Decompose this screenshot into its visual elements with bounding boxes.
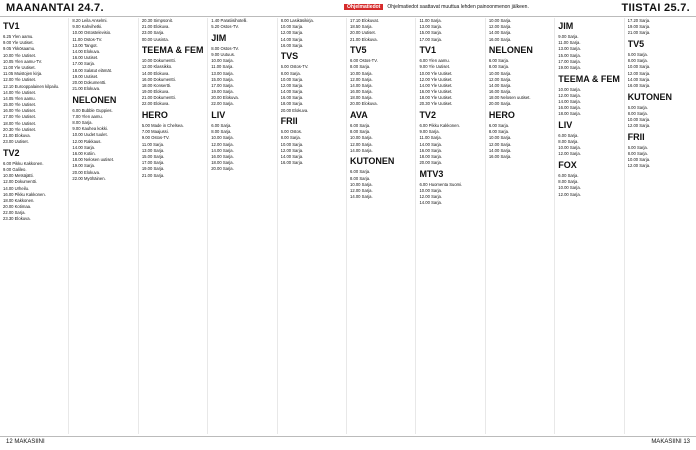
listing-columns — [3, 18, 693, 434]
program-entry: 11.00 Sarja. — [141, 141, 165, 147]
program-entry: 16.00 Sarja. — [280, 160, 304, 166]
program-entry: 18.00 Sarja. — [350, 95, 373, 101]
program-entry: 9.00 Yle Uutiset. — [419, 64, 451, 70]
program-entry: 20.00 Elokuva. — [280, 107, 309, 113]
channel-heading: KUTONEN — [627, 91, 672, 102]
program-entry: 12.00 Sarja. — [280, 30, 304, 36]
program-entry: 14.00 Elokuva. — [141, 70, 170, 76]
program-entry: 15.00 Sarja. — [211, 76, 234, 82]
program-entry: 21.00 Elokuva. — [72, 86, 101, 92]
program-entry: 14.00 Elokuva. — [72, 48, 101, 54]
program-entry: 12.00 Dokumentti. — [3, 179, 37, 185]
program-entry: 20.30 Yle Uutiset. — [419, 101, 453, 107]
program-entry: 15.00 Sarja. — [419, 30, 443, 36]
program-entry: 14.00 Sarja. — [488, 82, 512, 88]
program-entry: 10.00 Sarja. — [488, 18, 512, 23]
program-entry: 8.00 Sarja. — [488, 64, 510, 70]
channel-heading: TV2 — [419, 110, 436, 121]
program-entry: 12.00 Sarja. — [350, 141, 373, 147]
program-entry: 8.00 Sarja. — [350, 129, 371, 135]
program-entry: 6.00 Sarja. — [350, 123, 371, 129]
program-entry: 6.00 Sarja. — [627, 104, 648, 110]
program-entry: 19.00 Elokuva. — [141, 89, 170, 95]
program-entry: 7.00 Ylen aamu. — [72, 113, 103, 119]
program-entry: 11.00 Yle Uutiset. — [3, 64, 36, 70]
program-entry: 19.00 Uutiset. — [72, 73, 99, 79]
program-entry: 8.00 Sarja. — [72, 120, 93, 126]
program-entry: 9.00 Kahvihetki. — [72, 24, 103, 30]
channel-heading: TEEMA & FEM — [558, 73, 620, 84]
program-entry: 12.00 Rakkaus. — [72, 138, 102, 144]
program-entry: 16.00 Sarja. — [350, 89, 373, 95]
program-entry: 9.00 Yle Uutiset. — [3, 40, 34, 46]
program-entry: 8.00 Sarja. — [488, 129, 510, 135]
listing-column — [558, 18, 624, 434]
listing-column — [419, 18, 485, 434]
program-entry: 14.00 Sarja. — [627, 76, 651, 82]
program-entry: 14.00 Sarja. — [280, 154, 304, 159]
program-entry: 16.00 Yle Uutiset. — [3, 108, 36, 114]
program-entry: 12.00 Sarja. — [558, 191, 581, 197]
program-entry: 16.00 Sarja. — [488, 154, 512, 159]
program-entry: 10.05 Ylen aamu-TV. — [3, 58, 43, 64]
program-entry: 6.00 Sarja. — [350, 169, 371, 175]
channel-heading: FRII — [627, 131, 645, 142]
program-entry: 1.40 Paratiisihotelli. — [211, 18, 248, 23]
program-entry: 21.00 Elokuva. — [3, 133, 31, 138]
program-entry: 10.00 Sarja. — [558, 86, 581, 92]
program-entry: 9.00 Sarja. — [419, 129, 440, 135]
program-entry: 14.00 Sarja. — [350, 82, 373, 88]
program-entry: 16.00 Sarja. — [280, 95, 304, 101]
program-entry: 8.00 Sarja. — [558, 179, 579, 185]
program-entry: 10.00 Sarja. — [627, 64, 651, 70]
program-entry: 6.00 Sarja. — [558, 132, 579, 138]
program-entry: 14.00 Sarja. — [72, 144, 95, 150]
program-entry: 12.00 Sarja. — [280, 82, 304, 88]
program-entry: 11.05 Muistojen kirja. — [3, 71, 43, 77]
program-entry: 12.00 Sarja. — [488, 141, 512, 147]
program-entry: 10.00 Sarja. — [627, 116, 651, 122]
program-entry: 6.00 Huomenta Suomi. — [419, 181, 463, 187]
program-entry: 10.00 Metsäjätti. — [3, 173, 34, 179]
program-entry: 12.00 Sarja. — [488, 24, 512, 30]
program-entry: 10.00 Uudet tuulet. — [72, 132, 108, 138]
program-entry: 6.00 Sarja. — [488, 58, 510, 64]
program-entry: 9.00 Galileo. — [3, 166, 27, 172]
channel-heading: HERO — [488, 110, 515, 121]
program-entry: 14.00 Sarja. — [488, 147, 512, 153]
program-entry: 14.00 Yle Uutiset. — [3, 89, 36, 95]
listing-column — [72, 18, 138, 434]
program-entry: 8.00 Lasikäsikirja. — [280, 18, 314, 23]
program-entry: 11.00 Ostos-TV. — [72, 36, 103, 42]
program-entry: 8.00 Sarja. — [627, 110, 648, 116]
program-entry: 6.00 Sarja. — [558, 173, 579, 179]
program-entry: 12.00 Sarja. — [419, 194, 443, 200]
program-entry: 21.00 Elokuva. — [141, 24, 170, 30]
program-entry: 12.00 Sarja. — [211, 141, 234, 147]
program-entry: 10.00 Sarja. — [211, 58, 234, 64]
channel-heading: HERO — [141, 110, 168, 121]
program-entry: 14.00 Sarja. — [419, 200, 443, 206]
program-entry: 10.00 Sarja. — [558, 185, 581, 191]
program-entry: 11.00 Sarja. — [558, 40, 581, 46]
program-entry: 6.00 Ostos-TV. — [350, 58, 378, 64]
program-entry: 16.00 Dokumentti. — [141, 76, 176, 82]
program-entry: 8.00 Sarja. — [627, 150, 648, 156]
program-entry: 17.20 Sarja. — [627, 18, 651, 23]
program-entry: 14.00 Sarja. — [419, 141, 443, 147]
program-entry: 14.00 Sarja. — [350, 194, 373, 200]
page-footer — [0, 436, 696, 450]
program-entry: 16.00 Sarja. — [488, 36, 512, 42]
program-entry: 14.00 Sarja. — [211, 147, 234, 153]
program-entry: 18.50 Sarja. — [350, 24, 373, 30]
header-note-text: Ohjelmatiedot saattavat muuttua lehden painoonmenon jälkeen. — [387, 4, 529, 10]
program-entry: 22.00 Sarja. — [3, 210, 26, 216]
program-entry: 6.00 Bubble Guppies. — [72, 107, 113, 113]
program-entry: 14.05 Ylen aamu. — [3, 95, 36, 101]
program-entry: 12.00 Sarja. — [558, 92, 581, 98]
program-entry: 8.00 Ostos-TV. — [211, 45, 239, 51]
channel-heading: TEEMA & FEM — [141, 45, 204, 56]
program-entry: 13.00 Tangot. — [72, 42, 98, 48]
program-entry: 22.00 Sarja. — [211, 101, 234, 107]
program-entry: 6.00 Pikku Kakkonen. — [419, 123, 460, 129]
program-entry: 13.00 Sarja. — [141, 147, 165, 153]
program-entry: 21.00 Elokuva. — [350, 36, 378, 42]
program-entry: 6.00 Sarja. — [627, 51, 648, 57]
program-entry: 16.00 Uutiset. — [72, 55, 99, 61]
program-entry: 21.00 Sarja. — [627, 30, 651, 36]
program-entry: 7.00 Maajussi. — [141, 129, 169, 135]
program-entry: 6.00 Sarja. — [488, 123, 510, 129]
program-entry: 12.10 Eurooppalainen kilpailu. — [3, 83, 60, 89]
program-entry: 18.00 Sarja. — [280, 101, 304, 107]
program-entry: 13.00 Sarja. — [211, 70, 234, 76]
program-entry: 9.00 Ostos-TV. — [141, 135, 170, 141]
channel-heading: KUTONEN — [350, 156, 395, 167]
program-entry: 21.00 Sarja. — [141, 172, 165, 178]
program-entry: 6.00 Ylen aamu. — [419, 58, 450, 64]
header-note — [344, 4, 529, 10]
program-entry: 20.00 Dokumentti. — [72, 79, 107, 85]
channel-heading: TV2 — [3, 147, 20, 158]
channel-heading: AVA — [350, 110, 368, 121]
listing-column — [3, 18, 69, 434]
channel-heading: MTV3 — [419, 168, 444, 179]
program-entry: 8.20 Leila Anselmi. — [72, 18, 108, 23]
program-entry: 12.00 Sarja. — [627, 70, 651, 76]
program-entry: 12.00 Klassikko. — [141, 64, 173, 70]
program-entry: 14.00 Sarja. — [280, 89, 304, 95]
program-entry: 20.00 Uutiset. — [350, 30, 376, 36]
program-entry: 16.00 Sarja. — [419, 147, 443, 153]
listing-column — [489, 18, 555, 434]
program-entry: 15.00 Sarja. — [558, 52, 581, 58]
program-entry: 10.00 Sarja. — [558, 145, 581, 151]
program-entry: 20.30 Yle Uutiset. — [3, 126, 36, 132]
program-entry: 10.00 Dokumentti. — [141, 58, 176, 64]
program-entry: 12.00 Sarja. — [350, 76, 373, 82]
channel-heading: TV1 — [3, 21, 20, 31]
listing-column — [281, 18, 347, 434]
program-entry: 12.00 Sarja. — [488, 76, 512, 82]
program-entry: 14.00 Sarja. — [350, 147, 373, 153]
program-entry: 6.00 Pikku Kakkonen. — [3, 160, 44, 166]
program-entry: 5.20 Ostos-TV. — [211, 24, 239, 30]
channel-heading: TV5 — [350, 45, 367, 56]
program-entry: 18.00 Konsertti. — [141, 82, 172, 88]
left-page-date: MAANANTAI 24.7. — [6, 2, 104, 14]
program-entry: 16.00 Sarja. — [627, 82, 651, 88]
program-entry: 20.00 Elokuva. — [72, 169, 101, 175]
program-entry: 20.00 Sarja. — [488, 101, 512, 107]
program-entry: 23.00 Sarja. — [141, 30, 165, 36]
program-entry: 12.00 Sarja. — [558, 151, 581, 157]
channel-heading: TVS — [280, 51, 299, 62]
program-entry: 18.00 Sarja. — [419, 154, 443, 159]
program-entry: 18.00 Sarja. — [558, 111, 581, 117]
program-entry: 10.00 Sarja. — [350, 70, 373, 76]
program-entry: 19.00 Sarja. — [211, 89, 234, 95]
channel-heading: JIM — [211, 32, 227, 43]
program-entry: 8.00 Sarja. — [280, 135, 301, 141]
program-entry: 18.00 Nelosen uutiset. — [72, 157, 115, 163]
program-entry: 22.00 Elokuva. — [141, 101, 170, 107]
program-entry: 6.00 Sarja. — [627, 144, 648, 150]
program-entry: 9.00 Sarja. — [558, 34, 579, 39]
program-entry: 19.00 Sarja. — [558, 64, 581, 70]
program-entry: 12.00 Sarja. — [627, 163, 651, 169]
program-entry: 8.00 Sarja. — [211, 129, 232, 135]
program-entry: 10.00 Ostostelevisio. — [72, 30, 112, 36]
channel-heading: FRII — [280, 116, 298, 127]
program-entry: 16.00 Sarja. — [488, 89, 512, 95]
program-entry: 19.00 Sarja. — [72, 163, 95, 169]
program-entry: 14.00 Sarja. — [488, 30, 512, 36]
program-entry: 17.00 Sarja. — [72, 61, 95, 67]
listing-column — [350, 18, 416, 434]
page-header — [0, 0, 696, 17]
program-entry: 10.00 Sarja. — [488, 135, 512, 141]
program-entry: 18.00 Nelosen uutiset. — [488, 95, 531, 101]
program-entry: 6.25 Ylen aamu. — [3, 34, 34, 39]
program-entry: 21.00 Dokumentti. — [141, 95, 176, 101]
program-entry: 10.00 Sarja. — [350, 181, 373, 187]
program-entry: 10.00 Sarja. — [280, 76, 304, 82]
program-entry: 16.00 Sarja. — [558, 105, 581, 111]
program-entry: 17.00 Sarja. — [141, 160, 165, 166]
program-entry: 17.00 Yle Uutiset. — [3, 114, 36, 120]
program-entry: 10.00 Sarja. — [419, 187, 443, 193]
channel-heading: TV5 — [627, 38, 645, 49]
program-entry: 10.00 Sarja. — [350, 135, 373, 141]
program-entry: 00.00 Uusinta. — [141, 36, 169, 42]
program-entry: 10.00 Yle Uutiset. — [419, 70, 453, 76]
program-entry: 8.00 Sarja. — [350, 175, 371, 181]
program-entry: 6.00 Sarja. — [211, 123, 232, 129]
program-entry: 20.00 Elokuva. — [211, 95, 239, 101]
channel-heading: FOX — [558, 160, 577, 171]
program-entry: 18.00 Sarja. — [211, 160, 234, 166]
program-entry: 16.00 Sarja. — [211, 154, 234, 159]
header-tag: Ohjelmatiedot — [344, 4, 383, 10]
program-entry: 20.00 Sarja. — [211, 166, 234, 172]
program-entry: 10.00 Sarja. — [280, 141, 304, 147]
program-entry: 18.00 Salatut elämät. — [72, 67, 112, 73]
program-entry: 10.00 Sarja. — [627, 157, 651, 163]
program-entry: 19.00 Sarja. — [627, 24, 651, 30]
program-entry: 15.00 Yle Uutiset. — [3, 102, 36, 108]
program-entry: 18.00 Kakkonen. — [3, 197, 35, 203]
listing-column — [628, 18, 693, 434]
program-entry: 10.00 Sarja. — [488, 70, 512, 76]
channel-heading: NELONEN — [488, 45, 533, 56]
right-page-folio: MAKASIINI 13 — [651, 439, 690, 445]
program-entry: 11.00 Sarja. — [419, 18, 442, 23]
program-entry: 18.00 Yle Uutiset. — [419, 95, 453, 101]
program-entry: 20.00 Elokuva. — [350, 101, 378, 107]
program-entry: 12.00 Yle Uutiset. — [3, 77, 36, 83]
program-entry: 12.00 Sarja. — [627, 123, 651, 129]
program-entry: 12.00 Sarja. — [350, 187, 373, 193]
listing-column — [142, 18, 208, 434]
left-page-folio: 12 MAKASIINI — [6, 439, 45, 445]
program-entry: 5.00 Made in Chelsea. — [141, 123, 184, 129]
program-entry: 20.00 Sarja. — [419, 160, 443, 166]
right-page-date: TIISTAI 25.7. — [621, 2, 690, 14]
program-entry: 10.00 Yle Uutiset. — [3, 52, 36, 58]
program-entry: 13.00 Sarja. — [558, 46, 581, 52]
program-entry: 14.00 Sarja. — [558, 98, 581, 104]
program-entry: 23.00 Uutiset. — [3, 139, 29, 145]
program-entry: 11.00 Sarja. — [419, 135, 442, 141]
program-entry: 22.00 Myöhäinen. — [72, 175, 106, 181]
program-entry: 16.00 Sarja. — [280, 42, 304, 48]
program-entry: 8.00 Sarja. — [280, 70, 301, 76]
program-entry: 8.00 Sarja. — [350, 64, 371, 70]
program-entry: 10.00 Sarja. — [211, 135, 234, 141]
channel-heading: LIV — [211, 110, 226, 121]
listing-column — [211, 18, 277, 434]
program-entry: 11.00 Sarja. — [211, 64, 234, 70]
program-entry: 6.00 Ostos-TV. — [280, 64, 309, 70]
program-entry: 12.00 Yle Uutiset. — [419, 76, 453, 82]
program-entry: 6.00 Ostos. — [280, 129, 303, 135]
program-entry: 14.00 Sarja. — [280, 36, 304, 42]
program-entry: 16.00 Yle Uutiset. — [419, 89, 453, 95]
channel-heading: TV1 — [419, 45, 436, 56]
program-entry: 8.00 Sarja. — [558, 139, 579, 145]
program-entry: 9.05 Ykkösaamu. — [3, 46, 36, 52]
program-entry: 20.30 Simpsonit. — [141, 18, 174, 23]
program-entry: 17.00 Sarja. — [211, 82, 234, 88]
program-entry: 14.00 Yle Uutiset. — [419, 82, 453, 88]
program-entry: 13.00 Sarja. — [419, 24, 443, 30]
program-entry: 17.00 Sarja. — [419, 36, 443, 42]
program-entry: 8.00 Sarja. — [627, 58, 648, 64]
channel-heading: JIM — [558, 21, 574, 31]
program-entry: 12.00 Sarja. — [280, 147, 304, 153]
program-entry: 14.00 Urheilu. — [3, 185, 30, 191]
program-entry: 23.30 Elokuva. — [3, 216, 31, 222]
program-entry: 17.00 Sarja. — [558, 58, 581, 64]
program-entry: 18.00 Yle Uutiset. — [3, 120, 36, 126]
program-entry: 17.10 Elokuvat. — [350, 18, 379, 23]
program-entry: 20.00 Kotimaa. — [3, 204, 32, 210]
channel-heading: LIV — [558, 119, 573, 130]
program-entry: 9.00 Kauhea kokki. — [72, 126, 109, 132]
program-entry: 16.00 Kotiin. — [72, 150, 96, 156]
program-entry: 15.00 Sarja. — [141, 154, 165, 159]
program-entry: 16.00 Pikku Kakkonen. — [3, 191, 46, 197]
program-entry: 9.00 Uutuus. — [211, 51, 235, 57]
program-entry: 19.00 Sarja. — [141, 166, 165, 172]
channel-heading: NELONEN — [72, 94, 117, 105]
program-entry: 10.00 Sarja. — [280, 24, 304, 30]
